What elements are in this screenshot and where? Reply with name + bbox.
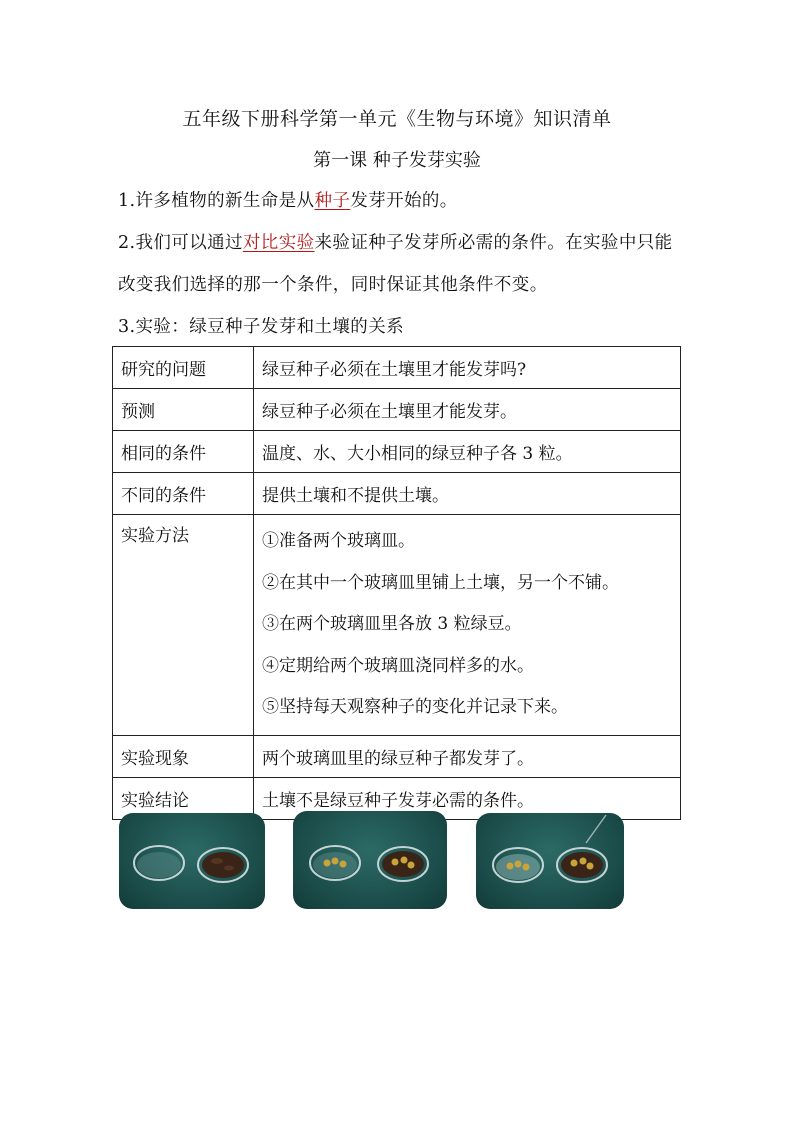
experiment-photos	[0, 813, 794, 913]
paragraph-1-text-after: 发芽开始的。	[350, 191, 458, 211]
photo-step-watering	[476, 813, 624, 909]
paragraph-1-text-before: 1.许多植物的新生命是从	[118, 191, 315, 211]
row-value-conclusion: 土壤不是绿豆种子发芽必需的条件。	[254, 777, 681, 819]
row-label-method: 实验方法	[113, 515, 254, 736]
photo-step-seeds	[293, 811, 447, 909]
method-step: ②在其中一个玻璃皿里铺上土壤，另一个不铺。	[262, 572, 619, 593]
experiment-table	[112, 346, 681, 820]
row-label-phenomenon: 实验现象	[113, 735, 254, 777]
table-row	[113, 431, 681, 473]
method-step: ①准备两个玻璃皿。	[262, 531, 415, 551]
row-value-method	[254, 515, 681, 736]
row-value-different-conditions: 提供土壤和不提供土壤。	[254, 473, 681, 515]
row-value-phenomenon: 两个玻璃皿里的绿豆种子都发芽了。	[254, 735, 681, 777]
method-step: ④定期给两个玻璃皿浇同样多的水。	[262, 655, 534, 676]
keyword-contrast-experiment: 对比实验	[242, 233, 315, 253]
row-value-same-conditions: 温度、水、大小相同的绿豆种子各 3 粒。	[254, 431, 681, 473]
paragraph-2	[118, 222, 688, 306]
row-label-question: 研究的问题	[113, 347, 254, 389]
paragraph-1	[118, 180, 688, 222]
row-value-prediction: 绿豆种子必须在土壤里才能发芽。	[254, 389, 681, 431]
table-row	[113, 389, 681, 431]
petri-dishes-watering-image	[476, 813, 624, 909]
photo-step-setup	[119, 813, 265, 909]
method-step: ③在两个玻璃皿里各放 3 粒绿豆。	[262, 614, 522, 634]
petri-dishes-with-seeds-image	[293, 811, 447, 909]
petri-dishes-image	[119, 813, 265, 909]
row-label-same-conditions: 相同的条件	[113, 431, 254, 473]
paragraph-2-text-after: 来验证种子发芽所必需的条件。在实验中只能改变我们选择的那一个条件，同时保证其他条件不变。	[118, 233, 673, 295]
row-label-different-conditions: 不同的条件	[113, 473, 254, 515]
paragraph-3: 3.实验：绿豆种子发芽和土壤的关系	[118, 317, 404, 337]
table-row	[113, 347, 681, 389]
paragraph-2-text-before: 2.我们可以通过	[118, 233, 243, 253]
row-label-prediction: 预测	[113, 389, 254, 431]
row-label-conclusion: 实验结论	[113, 777, 254, 819]
method-step: ⑤坚持每天观察种子的变化并记录下来。	[262, 697, 568, 717]
table-row	[113, 735, 681, 777]
keyword-seed: 种子	[314, 191, 351, 211]
document-title: 五年级下册科学第一单元《生物与环境》知识清单	[182, 108, 612, 130]
table-row	[113, 515, 681, 736]
lesson-title: 第一课 种子发芽实验	[313, 150, 481, 171]
table-row	[113, 473, 681, 515]
row-value-question: 绿豆种子必须在土壤里才能发芽吗?	[254, 347, 681, 389]
